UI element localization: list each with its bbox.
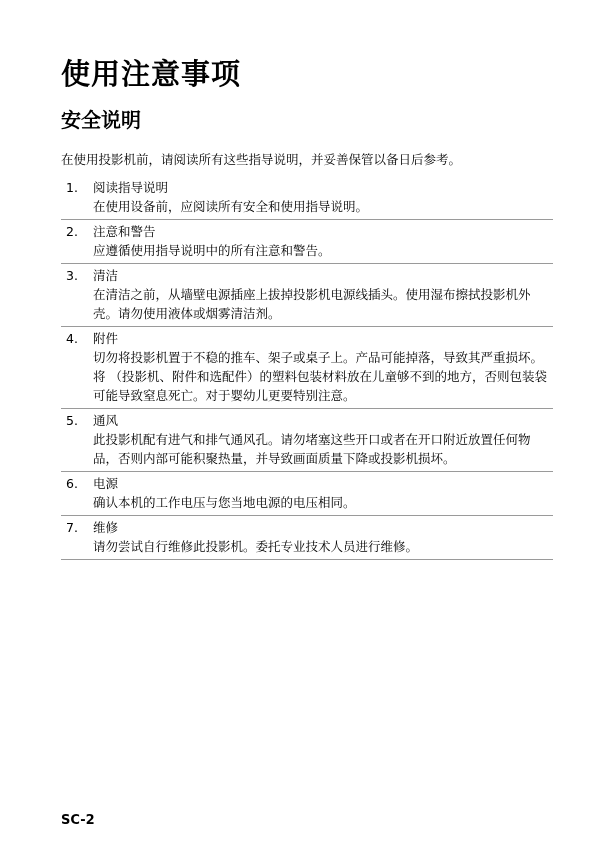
item-heading: 通风 — [93, 413, 119, 428]
list-item — [61, 327, 553, 409]
item-number: 3. — [66, 268, 78, 283]
item-body — [93, 266, 553, 323]
item-text: 在清洁之前，从墙壁电源插座上拔掉投影机电源线插头。使用湿布擦拭投影机外壳。请勿使用液体或烟雾清洁剂。 — [93, 287, 531, 321]
item-text: 确认本机的工作电压与您当地电源的电压相同。 — [93, 495, 356, 510]
list-item — [61, 220, 553, 264]
item-heading: 附件 — [93, 331, 119, 346]
item-text: 切勿将投影机置于不稳的推车、架子或桌子上。产品可能掉落，导致其严重损坏。 — [93, 350, 544, 365]
safety-instructions-list — [61, 176, 553, 560]
intro-text: 在使用投影机前，请阅读所有这些指导说明，并妥善保管以备日后参考。 — [61, 152, 462, 167]
page-number: SC-2 — [61, 813, 95, 828]
item-text: 应遵循使用指导说明中的所有注意和警告。 — [93, 243, 331, 258]
item-number: 2. — [66, 224, 78, 239]
item-text: 将 （投影机、附件和选配件）的塑料包装材料放在儿童够不到的地方，否则包装袋可能导致窒息死亡。对于婴幼儿更要特别注意。 — [93, 369, 547, 403]
item-number: 1. — [66, 180, 78, 195]
item-body — [93, 329, 553, 405]
item-heading: 维修 — [93, 520, 119, 535]
item-number: 5. — [66, 413, 78, 428]
list-item — [61, 472, 553, 516]
item-heading: 电源 — [93, 476, 119, 491]
page-title: 使用注意事项 — [61, 57, 242, 91]
item-body — [93, 474, 553, 512]
item-heading: 注意和警告 — [93, 224, 156, 239]
item-text: 请勿尝试自行维修此投影机。委托专业技术人员进行维修。 — [93, 539, 419, 554]
list-item — [61, 176, 553, 220]
list-item — [61, 516, 553, 560]
item-body — [93, 222, 553, 260]
item-heading: 清洁 — [93, 268, 119, 283]
item-number: 6. — [66, 476, 78, 491]
section-title: 安全说明 — [61, 108, 141, 132]
item-text: 此投影机配有进气和排气通风孔。请勿堵塞这些开口或者在开口附近放置任何物品，否则内部可能积聚热量，并导致画面质量下降或投影机损坏。 — [93, 432, 531, 466]
item-body — [93, 518, 553, 556]
list-item — [61, 409, 553, 472]
item-text: 在使用设备前，应阅读所有安全和使用指导说明。 — [93, 199, 369, 214]
item-number: 4. — [66, 331, 78, 346]
item-body — [93, 178, 553, 216]
list-item — [61, 264, 553, 327]
item-number: 7. — [66, 520, 78, 535]
item-body — [93, 411, 553, 468]
item-heading: 阅读指导说明 — [93, 180, 169, 195]
